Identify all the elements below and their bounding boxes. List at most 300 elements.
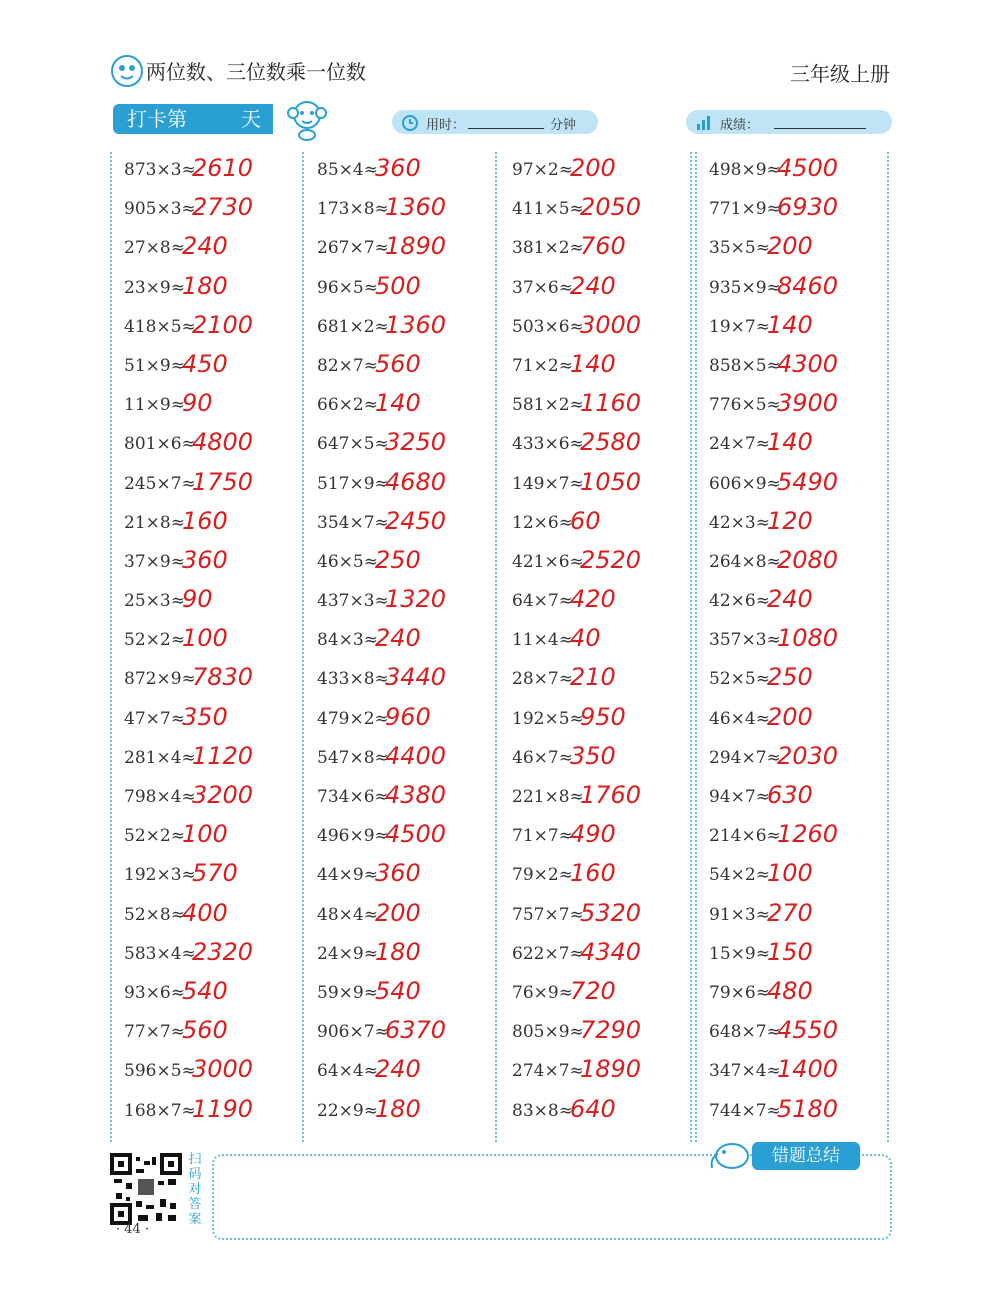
handwritten-answer[interactable]: 500 — [375, 271, 421, 300]
problem-question: 19×7≈ — [709, 316, 770, 337]
problem-row — [500, 387, 690, 426]
problem-row — [697, 466, 887, 505]
problem-question: 52×2≈ — [124, 630, 185, 651]
problem-question: 59×9≈ — [317, 982, 378, 1003]
handwritten-answer[interactable]: 3200 — [192, 781, 254, 809]
problem-question: 44×9≈ — [317, 865, 378, 886]
problem-row — [500, 779, 690, 818]
handwritten-answer[interactable]: 1750 — [192, 467, 254, 496]
handwritten-answer[interactable]: 1260 — [777, 820, 839, 849]
problem-row — [697, 818, 887, 857]
handwritten-answer[interactable]: 150 — [767, 937, 813, 966]
problem-question: 94×7≈ — [709, 787, 770, 807]
handwritten-answer[interactable]: 560 — [375, 349, 421, 378]
qr-code-icon[interactable] — [110, 1153, 182, 1225]
problem-row — [112, 387, 302, 426]
problem-row — [500, 191, 690, 230]
problem-row — [697, 152, 887, 191]
problem-question: 52×8≈ — [124, 904, 185, 925]
problem-row — [305, 230, 495, 269]
problem-row — [697, 1093, 887, 1132]
handwritten-answer[interactable]: 450 — [182, 349, 228, 378]
handwritten-answer[interactable]: 40 — [570, 624, 601, 653]
problem-question: 357×3≈ — [709, 630, 781, 651]
problem-row — [305, 975, 495, 1014]
handwritten-answer[interactable]: 100 — [767, 859, 813, 888]
problem-question: 734×6≈ — [317, 787, 389, 807]
handwritten-answer[interactable]: 2610 — [192, 154, 254, 182]
problem-question: 805×9≈ — [512, 1022, 584, 1043]
problem-row — [697, 936, 887, 975]
problem-row — [500, 505, 690, 544]
problem-question: 647×5≈ — [317, 434, 389, 455]
handwritten-answer[interactable]: 1760 — [580, 781, 642, 809]
problem-question: 496×9≈ — [317, 826, 389, 847]
problem-row — [112, 544, 302, 583]
handwritten-answer[interactable]: 3000 — [192, 1055, 254, 1084]
problem-row — [112, 152, 302, 191]
problem-question: 221×8≈ — [512, 787, 584, 807]
handwritten-answer[interactable]: 720 — [570, 976, 616, 1005]
handwritten-answer[interactable]: 760 — [580, 232, 626, 261]
score-label: 成绩： — [720, 118, 760, 133]
page-number: · 44 · — [116, 1222, 150, 1237]
handwritten-answer[interactable]: 360 — [375, 154, 421, 182]
handwritten-answer[interactable]: 360 — [182, 545, 228, 574]
problem-row — [112, 740, 302, 779]
problem-question: 906×7≈ — [317, 1022, 389, 1043]
handwritten-answer[interactable]: 1360 — [385, 310, 447, 339]
handwritten-answer[interactable]: 1050 — [580, 467, 642, 496]
problem-row — [305, 622, 495, 661]
problem-question: 71×7≈ — [512, 826, 573, 847]
handwritten-answer[interactable]: 4500 — [777, 154, 839, 182]
handwritten-answer[interactable]: 2320 — [192, 937, 254, 966]
handwritten-answer[interactable]: 7830 — [192, 663, 254, 692]
handwritten-answer[interactable]: 200 — [375, 898, 421, 927]
problem-row — [500, 466, 690, 505]
handwritten-answer[interactable]: 960 — [385, 702, 431, 731]
problem-question: 71×2≈ — [512, 355, 573, 376]
handwritten-answer[interactable]: 350 — [570, 741, 616, 770]
problem-row — [305, 661, 495, 700]
problem-question: 47×7≈ — [124, 708, 185, 729]
problem-question: 437×3≈ — [317, 591, 389, 612]
problem-question: 267×7≈ — [317, 238, 389, 259]
problem-question: 24×7≈ — [709, 434, 770, 455]
score-blank[interactable] — [774, 128, 866, 129]
problem-column-4 — [695, 152, 889, 1142]
handwritten-answer[interactable]: 630 — [767, 781, 813, 809]
problem-question: 583×4≈ — [124, 943, 196, 964]
handwritten-answer[interactable]: 540 — [182, 976, 228, 1005]
bar-chart-icon — [694, 112, 714, 132]
problem-question: 46×7≈ — [512, 747, 573, 768]
problem-question: 872×9≈ — [124, 669, 196, 690]
problem-row — [500, 348, 690, 387]
problem-question: 168×7≈ — [124, 1100, 196, 1121]
handwritten-answer[interactable]: 4380 — [385, 781, 447, 809]
problem-row — [305, 1014, 495, 1053]
problem-row — [305, 191, 495, 230]
problem-row — [112, 348, 302, 387]
problem-row — [500, 975, 690, 1014]
problem-question: 433×8≈ — [317, 669, 389, 690]
problem-row — [305, 857, 495, 896]
problem-row — [500, 936, 690, 975]
problem-row — [697, 975, 887, 1014]
handwritten-answer[interactable]: 1190 — [192, 1094, 254, 1123]
problem-row — [305, 348, 495, 387]
problem-question: 28×7≈ — [512, 669, 573, 690]
handwritten-answer[interactable]: 60 — [570, 506, 601, 535]
problem-row — [112, 622, 302, 661]
alarm-clock-icon — [400, 112, 420, 132]
problem-row — [697, 426, 887, 465]
problem-question: 192×3≈ — [124, 865, 196, 886]
handwritten-answer[interactable]: 180 — [375, 937, 421, 966]
handwritten-answer[interactable]: 240 — [570, 271, 616, 300]
problem-row — [112, 857, 302, 896]
problem-question: 281×4≈ — [124, 747, 196, 768]
handwritten-answer[interactable]: 90 — [182, 389, 213, 418]
problem-row — [305, 701, 495, 740]
page-title: 两位数、三位数乘一位数 — [146, 60, 366, 84]
problem-question: 498×9≈ — [709, 160, 781, 180]
handwritten-answer[interactable]: 90 — [182, 585, 213, 614]
problem-question: 85×4≈ — [317, 160, 378, 180]
problem-question: 411×5≈ — [512, 199, 584, 220]
mascot-logo-icon — [110, 54, 144, 88]
handwritten-answer[interactable]: 270 — [767, 898, 813, 927]
problem-question: 873×3≈ — [124, 160, 196, 180]
handwritten-answer[interactable]: 2100 — [192, 310, 254, 339]
problem-row — [500, 583, 690, 622]
problem-row — [305, 936, 495, 975]
handwritten-answer[interactable]: 2730 — [192, 193, 254, 222]
mistake-summary-tab: 错题总结 — [752, 1142, 860, 1170]
problem-question: 35×5≈ — [709, 238, 770, 259]
handwritten-answer[interactable]: 1080 — [777, 624, 839, 653]
time-blank[interactable] — [468, 128, 544, 129]
handwritten-answer[interactable]: 140 — [767, 428, 813, 457]
problem-row — [500, 426, 690, 465]
problem-column-3 — [500, 152, 692, 1142]
problem-question: 11×9≈ — [124, 395, 185, 416]
problem-row — [112, 309, 302, 348]
handwritten-answer[interactable]: 4680 — [385, 467, 447, 496]
problem-row — [112, 1014, 302, 1053]
handwritten-answer[interactable]: 2520 — [580, 545, 642, 574]
handwritten-answer[interactable]: 420 — [570, 585, 616, 614]
handwritten-answer[interactable]: 1360 — [385, 193, 447, 222]
handwritten-answer[interactable]: 3440 — [385, 663, 447, 692]
problem-question: 52×5≈ — [709, 669, 770, 690]
handwritten-answer[interactable]: 560 — [182, 1016, 228, 1045]
problem-question: 798×4≈ — [124, 787, 196, 807]
problem-row — [500, 1053, 690, 1092]
problem-row — [305, 505, 495, 544]
time-label: 用时： — [426, 118, 466, 133]
problem-row — [697, 309, 887, 348]
problem-question: 622×7≈ — [512, 943, 584, 964]
problem-question: 54×2≈ — [709, 865, 770, 886]
problem-row — [305, 1093, 495, 1132]
problem-question: 149×7≈ — [512, 473, 584, 494]
problem-row — [500, 1014, 690, 1053]
problem-row — [697, 1053, 887, 1092]
problem-row — [500, 1093, 690, 1132]
problem-row — [112, 191, 302, 230]
problem-row — [697, 270, 887, 309]
handwritten-answer[interactable]: 120 — [767, 506, 813, 535]
handwritten-answer[interactable]: 180 — [182, 271, 228, 300]
problem-row — [697, 387, 887, 426]
problem-question: 96×5≈ — [317, 277, 378, 298]
handwritten-answer[interactable]: 3900 — [777, 389, 839, 418]
handwritten-answer[interactable]: 2080 — [777, 545, 839, 574]
problem-question: 274×7≈ — [512, 1061, 584, 1082]
handwritten-answer[interactable]: 140 — [570, 349, 616, 378]
handwritten-answer[interactable]: 1160 — [580, 389, 642, 418]
problem-question: 681×2≈ — [317, 316, 389, 337]
handwritten-answer[interactable]: 160 — [182, 506, 228, 535]
handwritten-answer[interactable]: 350 — [182, 702, 228, 731]
handwritten-answer[interactable]: 240 — [182, 232, 228, 261]
handwritten-answer[interactable]: 250 — [767, 663, 813, 692]
problem-row — [112, 701, 302, 740]
handwritten-answer[interactable]: 100 — [182, 624, 228, 653]
handwritten-answer[interactable]: 4800 — [192, 428, 254, 457]
problem-question: 46×4≈ — [709, 708, 770, 729]
problem-row — [697, 348, 887, 387]
handwritten-answer[interactable]: 240 — [767, 585, 813, 614]
problem-row — [697, 857, 887, 896]
problem-question: 46×5≈ — [317, 551, 378, 572]
problem-row — [112, 661, 302, 700]
handwritten-answer[interactable]: 640 — [570, 1094, 616, 1123]
problem-row — [500, 270, 690, 309]
checkin-prefix: 打卡第 — [127, 107, 187, 131]
handwritten-answer[interactable]: 4340 — [580, 937, 642, 966]
handwritten-answer[interactable]: 140 — [767, 310, 813, 339]
handwritten-answer[interactable]: 400 — [182, 898, 228, 927]
handwritten-answer[interactable]: 6370 — [385, 1016, 447, 1045]
problem-question: 51×9≈ — [124, 355, 185, 376]
problem-question: 15×9≈ — [709, 943, 770, 964]
problem-row — [500, 661, 690, 700]
checkin-suffix: 天 — [241, 107, 261, 131]
handwritten-answer[interactable]: 2450 — [385, 506, 447, 535]
problem-row — [112, 1093, 302, 1132]
handwritten-answer[interactable]: 1400 — [777, 1055, 839, 1084]
problem-question: 84×3≈ — [317, 630, 378, 651]
handwritten-answer[interactable]: 200 — [767, 232, 813, 261]
score-field[interactable] — [686, 110, 892, 134]
problem-question: 771×9≈ — [709, 199, 781, 220]
problem-row — [112, 230, 302, 269]
problem-row — [112, 426, 302, 465]
handwritten-answer[interactable]: 2050 — [580, 193, 642, 222]
handwritten-answer[interactable]: 7290 — [580, 1016, 642, 1045]
problem-question: 93×6≈ — [124, 982, 185, 1003]
problem-column-1 — [110, 152, 304, 1142]
problem-row — [697, 583, 887, 622]
problem-row — [697, 897, 887, 936]
problem-question: 97×2≈ — [512, 160, 573, 180]
problem-question: 381×2≈ — [512, 238, 584, 259]
time-field[interactable] — [392, 110, 598, 134]
handwritten-answer[interactable]: 1890 — [385, 232, 447, 261]
handwritten-answer[interactable]: 240 — [375, 1055, 421, 1084]
handwritten-answer[interactable]: 100 — [182, 820, 228, 849]
problem-question: 214×6≈ — [709, 826, 781, 847]
problem-row — [112, 270, 302, 309]
problem-question: 66×2≈ — [317, 395, 378, 416]
problem-row — [112, 505, 302, 544]
problem-question: 12×6≈ — [512, 512, 573, 533]
problem-question: 757×7≈ — [512, 904, 584, 925]
problem-question: 581×2≈ — [512, 395, 584, 416]
handwritten-answer[interactable]: 210 — [570, 663, 616, 692]
problem-question: 606×9≈ — [709, 473, 781, 494]
problem-row — [697, 505, 887, 544]
problem-question: 173×8≈ — [317, 199, 389, 220]
scan-for-answers-caption: 扫码对答案 — [188, 1152, 202, 1227]
problem-question: 547×8≈ — [317, 747, 389, 768]
handwritten-answer[interactable]: 4300 — [777, 349, 839, 378]
problem-question: 479×2≈ — [317, 708, 389, 729]
problem-question: 648×7≈ — [709, 1022, 781, 1043]
problem-question: 517×9≈ — [317, 473, 389, 494]
problem-question: 76×9≈ — [512, 982, 573, 1003]
problem-question: 82×7≈ — [317, 355, 378, 376]
problem-row — [697, 622, 887, 661]
handwritten-answer[interactable]: 540 — [375, 976, 421, 1005]
problem-question: 245×7≈ — [124, 473, 196, 494]
problem-row — [112, 936, 302, 975]
problem-row — [305, 1053, 495, 1092]
problem-column-2 — [305, 152, 497, 1142]
handwritten-answer[interactable]: 1320 — [385, 585, 447, 614]
problem-question: 52×2≈ — [124, 826, 185, 847]
problem-row — [112, 897, 302, 936]
problem-row — [112, 466, 302, 505]
handwritten-answer[interactable]: 250 — [375, 545, 421, 574]
problem-question: 11×4≈ — [512, 630, 573, 651]
problem-question: 27×8≈ — [124, 238, 185, 259]
problem-question: 42×3≈ — [709, 512, 770, 533]
problem-question: 79×2≈ — [512, 865, 573, 886]
handwritten-answer[interactable]: 3250 — [385, 428, 447, 457]
problem-row — [112, 818, 302, 857]
handwritten-answer[interactable]: 3000 — [580, 310, 642, 339]
problem-row — [305, 818, 495, 857]
time-unit: 分钟 — [550, 118, 577, 133]
problem-row — [112, 779, 302, 818]
handwritten-answer[interactable]: 4550 — [777, 1016, 839, 1045]
problem-question: 905×3≈ — [124, 199, 196, 220]
handwritten-answer[interactable]: 6930 — [777, 193, 839, 222]
handwritten-answer[interactable]: 180 — [375, 1094, 421, 1123]
problem-row — [500, 230, 690, 269]
problem-row — [305, 544, 495, 583]
problem-row — [697, 740, 887, 779]
problem-row — [305, 740, 495, 779]
handwritten-answer[interactable]: 140 — [375, 389, 421, 418]
handwritten-answer[interactable]: 490 — [570, 820, 616, 849]
handwritten-answer[interactable]: 360 — [375, 859, 421, 888]
handwritten-answer[interactable]: 480 — [767, 976, 813, 1005]
problem-row — [500, 740, 690, 779]
problem-row — [500, 857, 690, 896]
handwritten-answer[interactable]: 4400 — [385, 741, 447, 770]
handwritten-answer[interactable]: 8460 — [777, 271, 839, 300]
handwritten-answer[interactable]: 5180 — [777, 1094, 839, 1123]
problem-row — [500, 818, 690, 857]
problem-row — [305, 387, 495, 426]
problem-question: 744×7≈ — [709, 1100, 781, 1121]
problem-question: 25×3≈ — [124, 591, 185, 612]
problem-question: 24×9≈ — [317, 943, 378, 964]
handwritten-answer[interactable]: 570 — [192, 859, 238, 888]
handwritten-answer[interactable]: 4500 — [385, 820, 447, 849]
problem-question: 21×8≈ — [124, 512, 185, 533]
problem-row — [305, 309, 495, 348]
problem-question: 264×8≈ — [709, 551, 781, 572]
problem-question: 37×9≈ — [124, 551, 185, 572]
problem-row — [697, 230, 887, 269]
problem-row — [500, 897, 690, 936]
handwritten-answer[interactable]: 2580 — [580, 428, 642, 457]
problem-question: 418×5≈ — [124, 316, 196, 337]
problem-question: 48×4≈ — [317, 904, 378, 925]
handwritten-answer[interactable]: 200 — [767, 702, 813, 731]
problem-question: 433×6≈ — [512, 434, 584, 455]
problem-row — [305, 897, 495, 936]
handwritten-answer[interactable]: 200 — [570, 154, 616, 182]
problem-question: 294×7≈ — [709, 747, 781, 768]
problem-question: 421×6≈ — [512, 551, 584, 572]
problem-row — [305, 583, 495, 622]
problem-question: 503×6≈ — [512, 316, 584, 337]
problem-question: 347×4≈ — [709, 1061, 781, 1082]
handwritten-answer[interactable]: 5320 — [580, 898, 642, 927]
problem-row — [500, 309, 690, 348]
handwritten-answer[interactable]: 240 — [375, 624, 421, 653]
problem-question: 192×5≈ — [512, 708, 584, 729]
handwritten-answer[interactable]: 5490 — [777, 467, 839, 496]
problem-row — [112, 583, 302, 622]
problem-question: 79×6≈ — [709, 982, 770, 1003]
problem-question: 776×5≈ — [709, 395, 781, 416]
problem-row — [697, 544, 887, 583]
problem-row — [500, 544, 690, 583]
handwritten-answer[interactable]: 950 — [580, 702, 626, 731]
handwritten-answer[interactable]: 1890 — [580, 1055, 642, 1084]
problem-question: 23×9≈ — [124, 277, 185, 298]
problem-row — [305, 466, 495, 505]
problem-question: 37×6≈ — [512, 277, 573, 298]
grade-label: 三年级上册 — [790, 62, 890, 86]
handwritten-answer[interactable]: 160 — [570, 859, 616, 888]
handwritten-answer[interactable]: 2030 — [777, 741, 839, 770]
problem-row — [500, 152, 690, 191]
handwritten-answer[interactable]: 1120 — [192, 741, 254, 770]
problem-question: 801×6≈ — [124, 434, 196, 455]
problem-row — [697, 661, 887, 700]
problem-question: 77×7≈ — [124, 1022, 185, 1043]
